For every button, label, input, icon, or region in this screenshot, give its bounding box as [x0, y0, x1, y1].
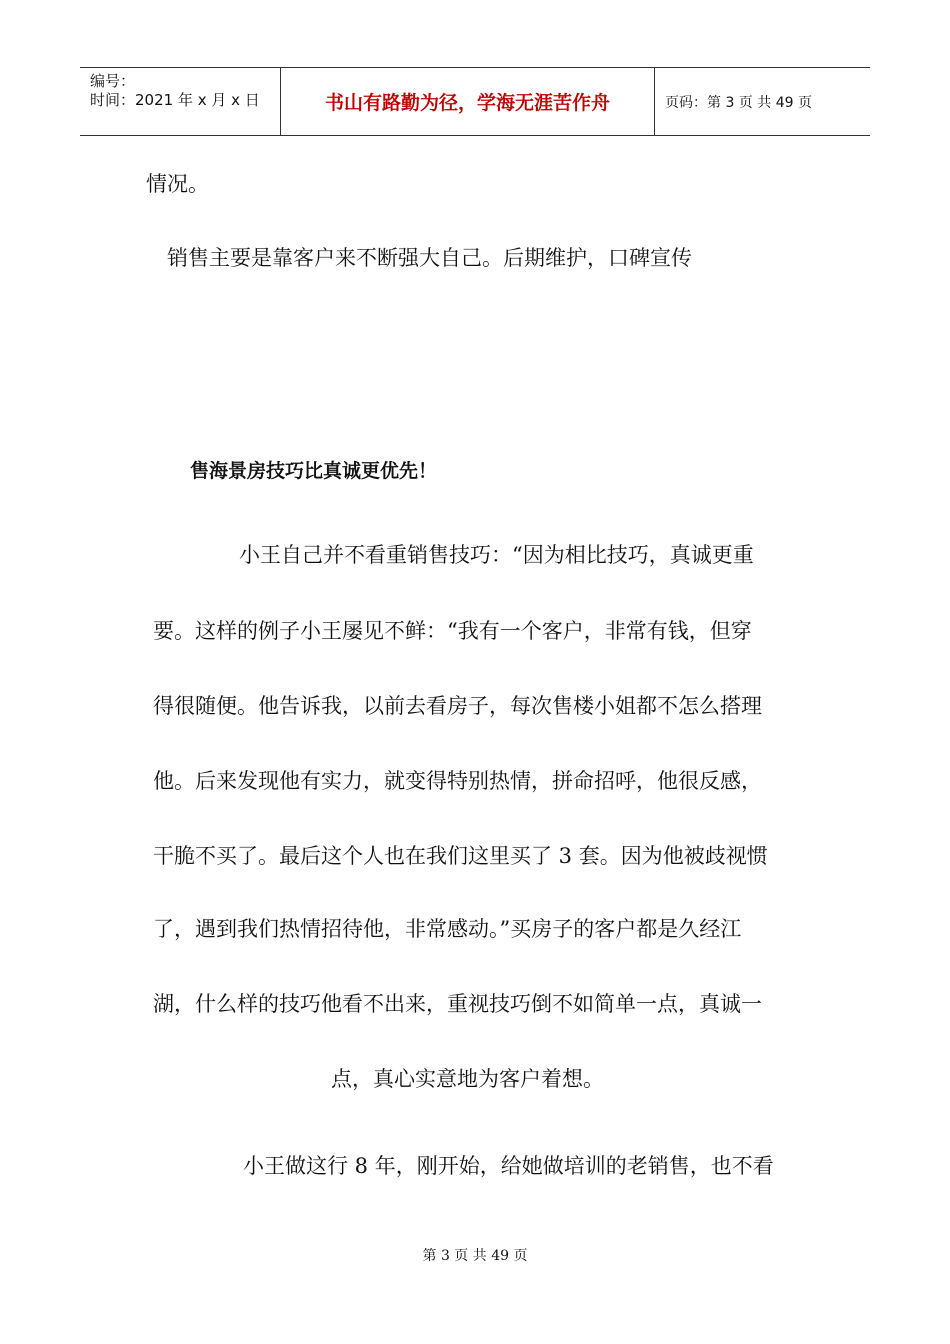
paragraph1-line-4: 他。后来发现他有实力，就变得特别热情，拼命招呼，他很反感， [153, 769, 762, 793]
paragraph1-line-2: 要。这样的例子小王屡见不鲜：“我有一个客户，非常有钱，但穿 [153, 619, 752, 643]
paragraph1-line-3: 得很随便。他告诉我，以前去看房子，每次售楼小姐都不怎么搭理 [153, 694, 762, 718]
paragraph2-line-1: 小王做这行 8 年，刚开始，给她做培训的老销售，也不看 [243, 1154, 774, 1178]
paragraph1-line-1: 小王自己并不看重销售技巧：“因为相比技巧，真诚更重 [239, 543, 754, 567]
paragraph1-line-5: 干脆不买了。最后这个人也在我们这里买了 3 套。因为他被歧视惯 [153, 844, 768, 868]
section-heading: 售海景房技巧比真诚更优先！ [190, 460, 438, 482]
doc-number-label: 编号： [90, 72, 136, 90]
intro-line-1: 情况。 [146, 172, 209, 196]
paragraph1-line-6: 了，遇到我们热情招待他，非常感动。”买房子的客户都是久经江 [153, 917, 742, 941]
paragraph1-line-7: 湖，什么样的技巧他看不出来，重视技巧倒不如简单一点，真诚一 [153, 992, 762, 1016]
header-meta-cell [80, 68, 281, 135]
header-page-info: 页码：第 3 页 共 49 页 [665, 94, 812, 111]
header-motto: 书山有路勤为径，学海无涯苦作舟 [281, 68, 655, 135]
doc-date-label: 时间：2021 年 x 月 x 日 [90, 91, 260, 109]
document-header [80, 67, 870, 136]
paragraph1-line-8: 点，真心实意地为客户着想。 [331, 1067, 604, 1091]
page-footer: 第 3 页 共 49 页 [422, 1248, 528, 1264]
intro-line-2: 销售主要是靠客户来不断强大自己。后期维护，口碑宣传 [167, 246, 692, 270]
